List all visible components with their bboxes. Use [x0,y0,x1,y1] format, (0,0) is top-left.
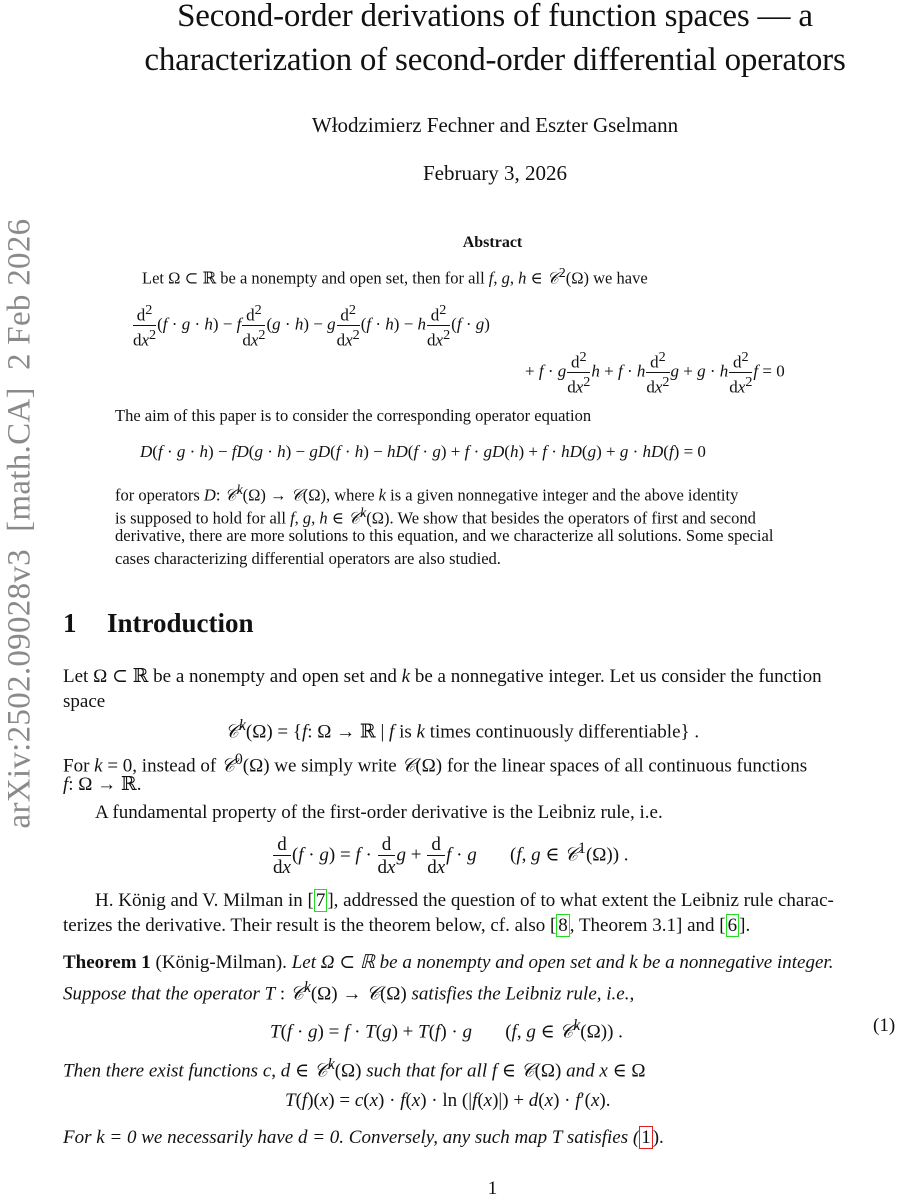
abstract-equation-line-1: $\frac{d^2}{dx^2}$ (f · g · h) − f $\frac{d^2}{dx^2}$ (g · h) − g $\frac{d^2}{dx^2}$ (f · h) − h $\frac{d^2}{dx^2}$ (f · g) [133,302,490,350]
abstract-body-line-3: derivative, there are more solutions to this equation, and we characterize all solutions. Some special [115,526,774,545]
theorem-1-line-2: Suppose that the operator T : 𝒞$^k$(Ω) → 𝒞(Ω) satisfies the Leibniz rule, i.e., [63,979,635,1005]
citation-link-7[interactable]: 7 [315,890,326,911]
theorem-equation-1: T(f · g) = f · T(g) + T(f) · g (f, g ∈ 𝒞$^k$(Ω)) . [270,1017,623,1043]
intro-p3: A fundamental property of the first-order derivative is the Leibniz rule, i.e. [95,802,663,823]
section-number: 1 [63,608,77,638]
abstract-aim: The aim of this paper is to consider the corresponding operator equation [115,406,592,425]
theorem-name: (König-Milman). [155,952,287,973]
theorem-1-line-4: For k = 0 we necessarily have d = 0. Conversely, any such map T satisfies ( 1 ). [63,1127,664,1148]
leibniz-rule-equation: $\frac{d}{dx}$ (f · g) = f · $\frac{d}{dx}$ g + $\frac{d}{dx}$ f · g (f, g ∈ 𝒞$^1$(Ω)) . [273,834,629,878]
abstract-intro: Let Ω ⊂ ℝ be a nonempty and open set, then for all f, g, h ∈ 𝒞$^2$(Ω) we have [142,265,648,288]
date: February 3, 2026 [422,161,568,185]
paper-title [0,0,921,82]
intro-p4-line-1: H. König and V. Milman in [ 7 ], addressed the question of to what extent the Leibniz rule charac- [95,890,834,911]
theorem-1-line-3: Then there exist functions c, d ∈ 𝒞$^k$(Ω) such that for all f ∈ 𝒞(Ω) and x ∈ Ω [63,1056,646,1082]
abstract-equation-line-2: + f · g $\frac{d^2}{dx^2}$ h + f · h $\frac{d^2}{dx^2}$ g + g · h $\frac{d^2}{dx^2}$ f = 0 [525,349,785,397]
abstract-body-line-1: for operators D: 𝒞$^k$(Ω) → 𝒞(Ω), where k is a given nonnegative integer and the above identity [115,482,739,505]
equation-number-1: (1) [873,1015,896,1036]
intro-p4-line-2: terizes the derivative. Their result is the theorem below, cf. also [ 8 , Theorem 3.1] and [ 6 ]. [63,915,751,936]
intro-p2-line-2: f: Ω → ℝ. [63,774,142,795]
equation-ref-link-1[interactable]: 1 [641,1127,651,1148]
abstract-operator-equation: D(f · g · h) − fD(g · h) − gD(f · h) − hD(f · g) + f · gD(h) + f · hD(g) + g · hD(f) = 0 [140,442,706,461]
section-title: Introduction [107,608,254,638]
intro-p2-line-1: For k = 0, instead of 𝒞$^0$(Ω) we simply write 𝒞(Ω) for the linear spaces of all continuous functions [63,751,808,777]
theorem-equation-2: T(f)(x) = c(x) · f(x) · ln (|f(x)|) + d(x) · f′(x). [285,1090,611,1111]
citation-link-6[interactable]: 6 [727,915,738,936]
page-number: 1 [487,1178,498,1199]
theorem-1-line-1: Theorem 1 (König-Milman). Let Ω ⊂ ℝ be a nonempty and open set and k be a nonnegative integer. [63,952,834,973]
intro-p1-line-2: space [63,691,106,712]
title-line-1: Second-order derivations of function spaces — a [177,0,813,34]
arxiv-side-stamp: arXiv:2502.09028v3 [math.CA] 2 Feb 2026 [1,218,38,829]
intro-p1-line-1: Let Ω ⊂ ℝ be a nonempty and open set and k be a nonnegative integer. Let us consider the function [63,666,822,687]
citation-link-8[interactable]: 8 [558,915,568,936]
function-space-definition: 𝒞$^k$(Ω) = {f: Ω → ℝ | f is k times continuously differentiable} . [225,717,700,743]
abstract-body-line-2: is supposed to hold for all f, g, h ∈ 𝒞$^k$(Ω). We show that besides the operators of first and second [115,505,756,528]
title-line-2: characterization of second-order differential operators [144,42,846,78]
abstract-body-line-4: cases characterizing differential operators are also studied. [115,549,501,568]
section-heading-introduction [63,608,254,639]
abstract-heading: Abstract [462,234,523,251]
theorem-label: Theorem 1 [63,952,151,973]
authors: Włodzimierz Fechner and Eszter Gselmann [311,113,679,137]
